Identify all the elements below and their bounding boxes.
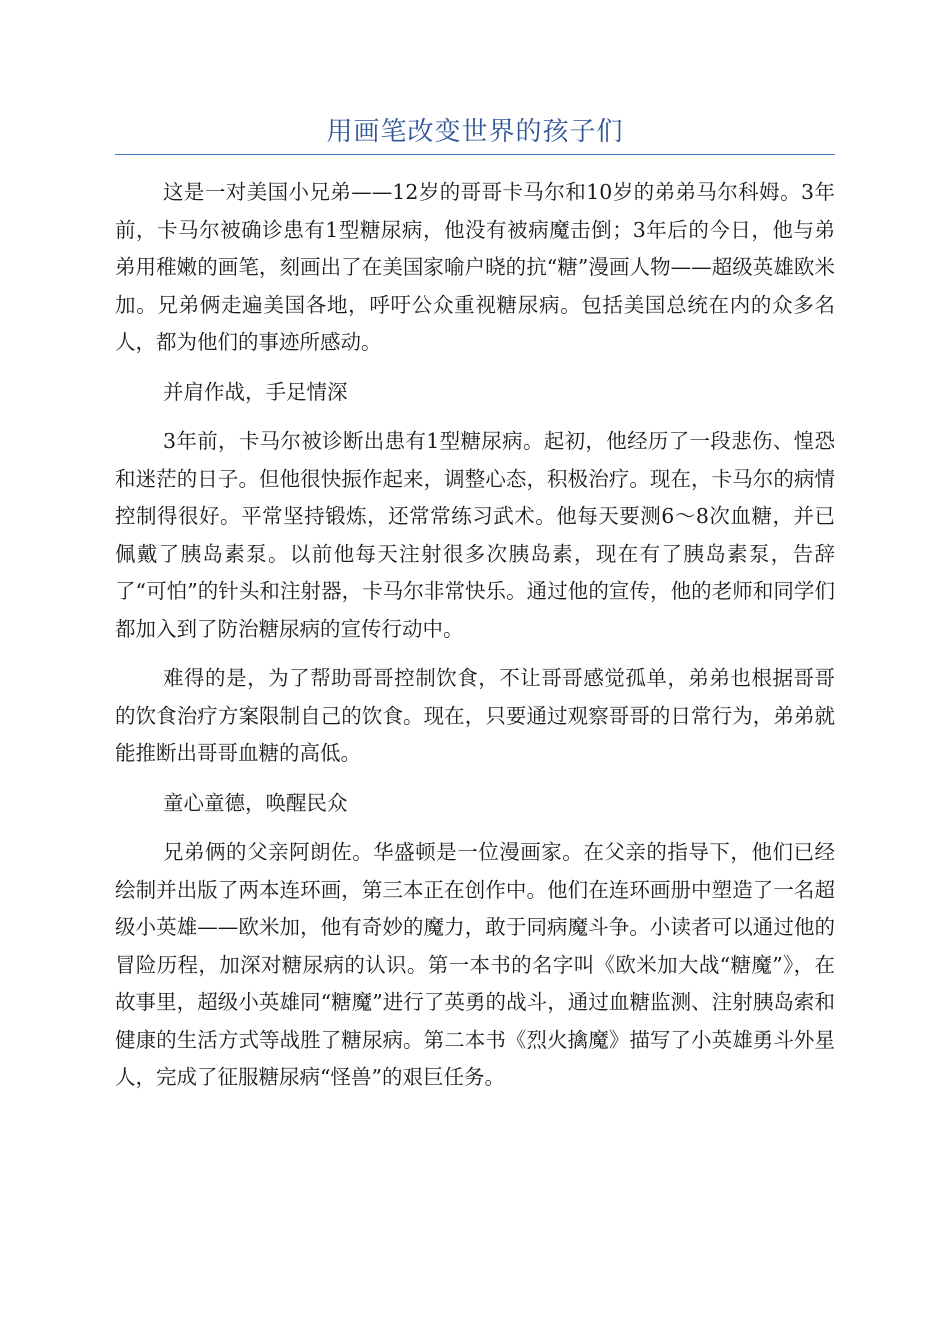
paragraph-brother-support: 难得的是，为了帮助哥哥控制饮食，不让哥哥感觉孤单，弟弟也根据哥哥的饮食治疗方案限制自己的饮食。现在，只要通过观察哥哥的日常行为，弟弟就能推断出哥哥血糖的高低。 [115,666,835,765]
paragraph-comics: 兄弟俩的父亲阿朗佐。华盛顿是一位漫画家。在父亲的指导下，他们已经绘制并出版了两本连环画，第三本正在创作中。他们在连环画册中塑造了一名超级小英雄——欧米加，他有奇妙的魔力，敢于同病魔斗争。小读者可以通过他的冒险历程，加深对糖尿病的认识。第一本书的名字叫《欧米加大战“糖魔”》，在故事里，超级小英雄同“糖魔”进行了英勇的战斗，通过血糖监测、注射胰岛索和健康的生活方式等战胜了糖尿病。第二本书《烈火擒魔》描写了小英雄勇斗外星人，完成了征服糖尿病“怪兽”的艰巨任务。 [115,840,835,1089]
paragraph-diagnosis: 3年前，卡马尔被诊断出患有1型糖尿病。起初，他经历了一段悲伤、惶恐和迷茫的日子。但他很快振作起来，调整心态，积极治疗。现在，卡马尔的病情控制得很好。平常坚持锻炼，还常常练习武术。他每天要测6～8次血糖，并已佩戴了胰岛素泵。以前他每天注射很多次胰岛素，现在有了胰岛素泵，告辞了“可怕”的针头和注射器，卡马尔非常快乐。通过他的宣传，他的老师和同学们都加入到了防治糖尿病的宣传行动中。 [115,429,835,641]
page-title: 用画笔改变世界的孩子们 [326,117,624,147]
paragraph-intro: 这是一对美国小兄弟——12岁的哥哥卡马尔和10岁的弟弟马尔科姆。3年前，卡马尔被确诊患有1型糖尿病，他没有被病魔击倒；3年后的今日，他与弟弟用稚嫩的画笔，刻画出了在美国家喻户晓的抗“糖”漫画人物——超级英雄欧米加。兄弟俩走遍美国各地，呼吁公众重视糖尿病。包括美国总统在内的众多名人，都为他们的事迹所感动。 [115,180,835,354]
title-underline [115,154,835,155]
section-heading-2: 童心童德，唤醒民众 [163,790,348,815]
section-heading-1: 并肩作战，手足情深 [163,379,348,404]
article-body [115,174,835,1109]
